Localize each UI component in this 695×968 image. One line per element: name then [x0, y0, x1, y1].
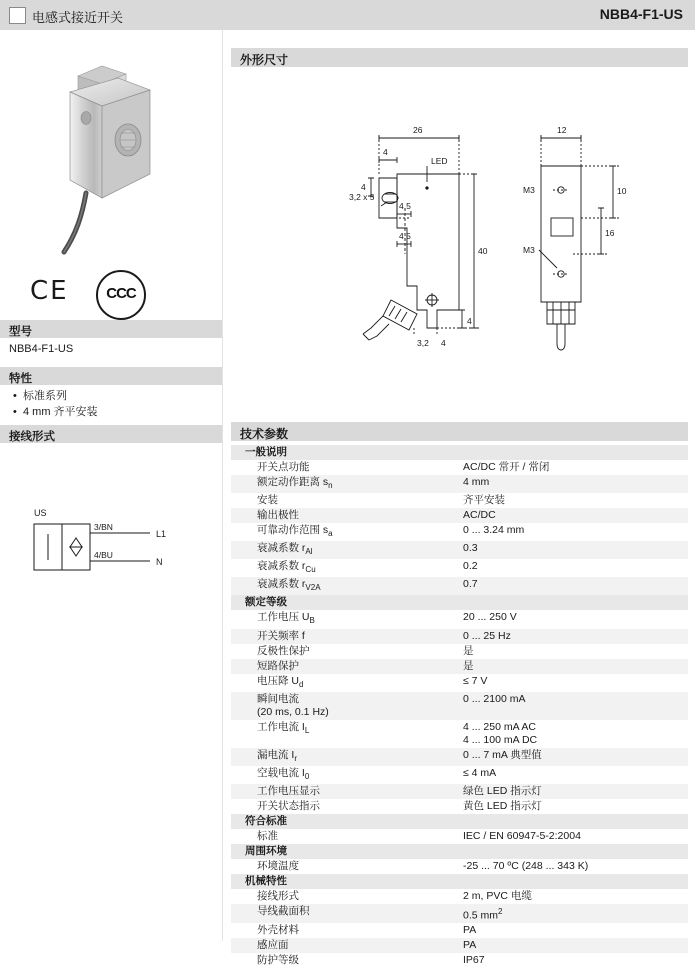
model-value: NBB4-F1-US: [9, 343, 74, 355]
table-cell-value: 0.7: [457, 577, 688, 595]
dim-4-5-b: 4,5: [399, 231, 411, 241]
table-row: [231, 904, 688, 924]
table-cell-value: 0.2: [463, 560, 478, 573]
table-cell-key: 感应面: [231, 938, 457, 953]
dim-4-bot2: 4: [441, 338, 446, 348]
features-list: [9, 388, 98, 420]
table-cell-key: 接线形式: [257, 889, 299, 902]
right-column: [222, 30, 695, 967]
table-row: [231, 610, 688, 628]
table-cell-value: 0.3: [457, 541, 688, 559]
dimension-drawing: [231, 78, 688, 388]
dim-40: 40: [478, 246, 488, 256]
table-cell-value: 0 ... 25 Hz: [457, 629, 688, 644]
dim-10: 10: [617, 186, 627, 196]
wiring-label-us: US: [34, 508, 47, 518]
table-cell-key: 衰减系数 $r_{Cu}$: [257, 560, 316, 575]
model-code: NBB4-F1-US: [599, 6, 683, 22]
table-cell-key: 标准: [257, 829, 278, 842]
table-cell-value: 0.5 $mm^2$: [457, 904, 688, 924]
dim-3-2x5: 3,2 x 5: [349, 192, 375, 202]
table-row: [231, 541, 688, 559]
table-cell-key: 电压降 $U_d$: [257, 674, 304, 689]
table-row: [231, 748, 688, 766]
table-cell-key: 导线截面积: [231, 904, 457, 924]
wiring-wire-1: 3/BN: [94, 522, 113, 532]
table-cell-value: IEC / EN 60947-5-2:2004: [463, 829, 581, 842]
table-cell-key: 额定动作距离 $s_n$: [231, 475, 457, 493]
table-row: [231, 644, 688, 659]
technical-data-table: [231, 445, 688, 968]
section-header-technical: 技术参数: [231, 422, 688, 441]
table-cell-value: 0 ... 2100 mA: [457, 692, 688, 720]
table-cell-value: 黄色 LED 指示灯: [463, 799, 542, 812]
table-group-label: 符合标准: [231, 814, 688, 829]
list-item: • 标准系列: [23, 388, 98, 404]
table-cell-value: PA: [457, 938, 688, 953]
table-row: [231, 859, 688, 874]
table-cell-value: 2 m, PVC 电缆: [463, 889, 532, 902]
table-cell-key: 漏电流 $I_r$: [231, 748, 457, 766]
table-cell-key: 防护等级: [257, 954, 299, 967]
table-row: [231, 577, 688, 595]
table-row: [231, 559, 688, 577]
table-cell-key: 安装: [257, 494, 278, 507]
table-cell-value: 0 ... 3.24 mm: [463, 524, 525, 537]
table-row: [231, 493, 688, 508]
table-row: [231, 475, 688, 493]
dim-4-left: 4: [361, 182, 366, 192]
dim-26: 26: [413, 125, 423, 135]
table-cell-value: 4 mm: [457, 475, 688, 493]
table-cell-key: 环境温度: [257, 859, 299, 872]
label-led: LED: [431, 156, 448, 166]
table-group-row: [231, 445, 688, 460]
list-item: • 4 mm 齐平安装: [23, 404, 98, 420]
table-cell-key: 开关状态指示: [257, 799, 320, 812]
dim-4-bottom: 4: [467, 316, 472, 326]
table-cell-key: 工作电压 $U_B$: [257, 611, 315, 626]
table-cell-key: 开关点功能: [257, 461, 310, 473]
table-cell-value: 0 ... 7 mA 典型值: [457, 748, 688, 766]
ce-mark-icon: CE: [30, 276, 69, 306]
section-header-wiring: 接线形式: [0, 425, 222, 443]
table-row: [231, 889, 688, 904]
table-cell-value: -25 ... 70 ºC (248 ... 343 K): [463, 859, 589, 872]
table-cell-value: 是: [457, 659, 688, 674]
table-cell-key: 开关频率 f: [231, 629, 457, 644]
table-group-label: 机械特性: [231, 874, 688, 889]
table-group-row: [231, 814, 688, 829]
section-header-model: 型号: [0, 320, 222, 338]
table-group-label: 一般说明: [231, 445, 688, 460]
table-cell-key: 输出极性: [231, 508, 457, 523]
table-cell-value: AC/DC 常开 / 常闭: [463, 461, 550, 473]
table-row: [231, 784, 688, 799]
table-cell-value: 20 ... 250 V: [463, 611, 517, 624]
table-cell-key: 短路保护: [231, 659, 457, 674]
table-cell-value: ≤ 4 mA: [463, 766, 497, 779]
table-cell-value: 4 ... 250 mA AC 4 ... 100 mA DC: [463, 720, 538, 746]
table-cell-value: AC/DC: [457, 508, 688, 523]
dim-12: 12: [557, 125, 567, 135]
table-cell-key: 衰减系数 $r_{V2A}$: [231, 577, 457, 595]
table-cell-key: 反极性保护: [257, 644, 310, 657]
table-cell-value: 绿色 LED 指示灯: [457, 784, 688, 799]
left-column: [0, 30, 222, 941]
product-photo: [40, 48, 180, 268]
dim-16: 16: [605, 228, 615, 238]
table-row: [231, 829, 688, 844]
table-row: [231, 508, 688, 523]
table-cell-key: 瞬间电流 (20 ms, 0.1 Hz): [231, 692, 457, 720]
dim-3-2: 3,2: [417, 338, 429, 348]
table-cell-value: ≤ 7 V: [463, 674, 488, 687]
table-cell-key: 工作电流 $I_L$: [257, 720, 310, 735]
table-cell-key: 衰减系数 $r_{Al}$: [231, 541, 457, 559]
table-row: [231, 799, 688, 814]
section-header-features: 特性: [0, 367, 222, 385]
table-group-label: 周围环境: [231, 844, 688, 859]
wiring-terminal-1: L1: [156, 529, 167, 539]
table-group-row: [231, 595, 688, 610]
wiring-terminal-2: N: [156, 557, 163, 567]
table-row: [231, 659, 688, 674]
table-group-row: [231, 844, 688, 859]
table-row: [231, 523, 688, 541]
table-row: [231, 692, 688, 720]
dim-4-top: 4: [383, 147, 388, 157]
square-logo-icon: [9, 7, 26, 24]
table-cell-key: 工作电压显示: [231, 784, 457, 799]
table-cell-key: 外壳材料: [257, 924, 299, 937]
dim-4-5-a: 4,5: [399, 201, 411, 211]
label-m3-a: M3: [523, 185, 535, 195]
table-cell-value: 齐平安装: [463, 494, 505, 507]
table-cell-value: PA: [463, 924, 477, 937]
table-cell-value: 是: [463, 644, 474, 657]
table-group-row: [231, 874, 688, 889]
table-cell-key: 空载电流 $I_0$: [257, 766, 310, 781]
table-row: [231, 953, 688, 968]
page-title: 电感式接近开关: [32, 10, 124, 25]
table-cell-value: IP67: [463, 954, 485, 967]
table-row: [231, 766, 688, 784]
label-m3-b: M3: [523, 245, 535, 255]
section-header-dimensions: 外形尺寸: [231, 48, 688, 67]
page-header: [0, 0, 695, 31]
technical-data-body: [231, 445, 688, 968]
wiring-diagram: [30, 500, 210, 610]
table-row: [231, 923, 688, 938]
table-row: [231, 720, 688, 748]
ccc-mark-icon: CCC: [96, 270, 146, 320]
table-cell-key: 可靠动作范围 $s_a$: [257, 524, 333, 539]
table-row: [231, 460, 688, 475]
table-row: [231, 629, 688, 644]
table-group-label: 额定等级: [231, 595, 688, 610]
wiring-wire-2: 4/BU: [94, 550, 113, 560]
table-row: [231, 674, 688, 692]
